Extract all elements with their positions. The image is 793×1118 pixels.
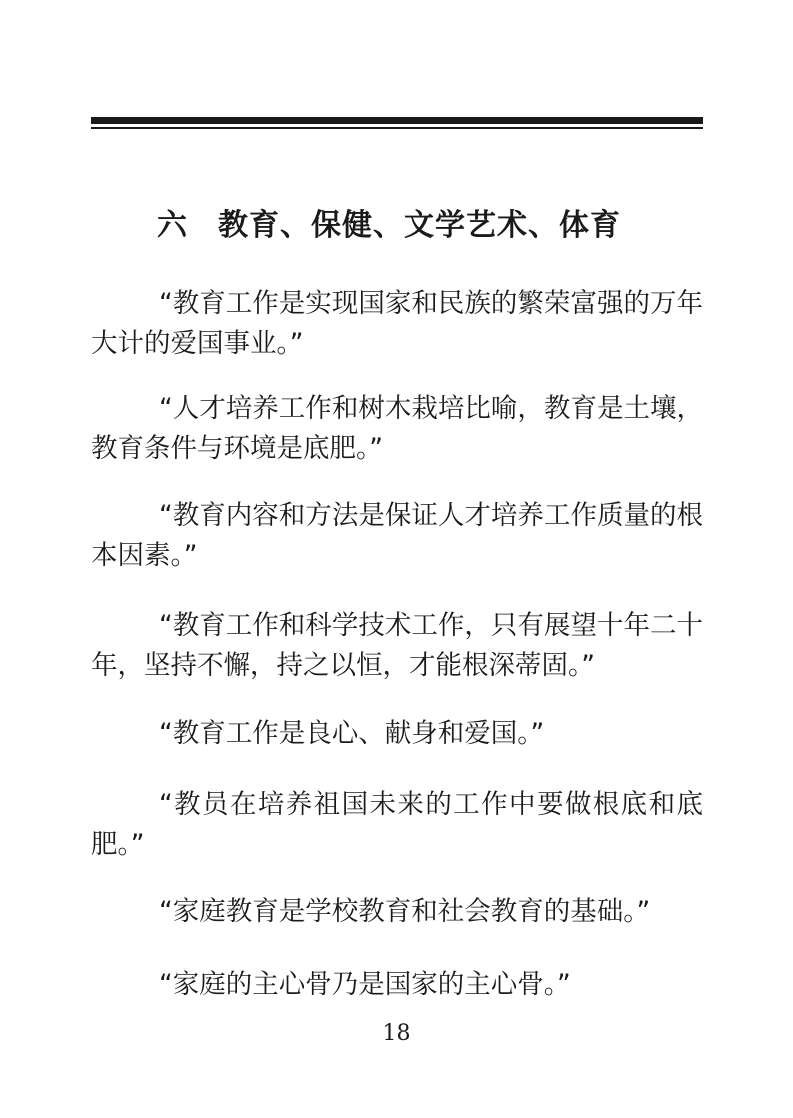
quote-paragraph: “教员在培养祖国未来的工作中要做根底和底肥。” <box>91 789 703 860</box>
section-heading <box>157 206 621 246</box>
quote-paragraph: “家庭教育是学校教育和社会教育的基础。” <box>159 896 651 927</box>
quote-paragraph: “教育工作是实现国家和民族的繁荣富强的万年大计的爱国事业。” <box>91 288 703 359</box>
header-rule-thick <box>91 117 703 124</box>
page-number: 18 <box>382 1021 411 1046</box>
quote-paragraph: “人才培养工作和树木栽培比喻，教育是土壤，教育条件与环境是底肥。” <box>91 393 703 464</box>
section-title: 教育、保健、文学艺术、体育 <box>218 208 621 243</box>
header-rule-thin <box>91 127 703 129</box>
quote-paragraph: “教育工作是良心、献身和爱国。” <box>159 718 545 749</box>
quote-paragraph: “家庭的主心骨乃是国家的主心骨。” <box>159 969 571 1000</box>
section-number: 六 <box>157 208 188 243</box>
quote-paragraph: “教育工作和科学技术工作，只有展望十年二十年，坚持不懈，持之以恒，才能根深蒂固。” <box>91 610 703 681</box>
quote-paragraph: “教育内容和方法是保证人才培养工作质量的根本因素。” <box>91 500 703 571</box>
